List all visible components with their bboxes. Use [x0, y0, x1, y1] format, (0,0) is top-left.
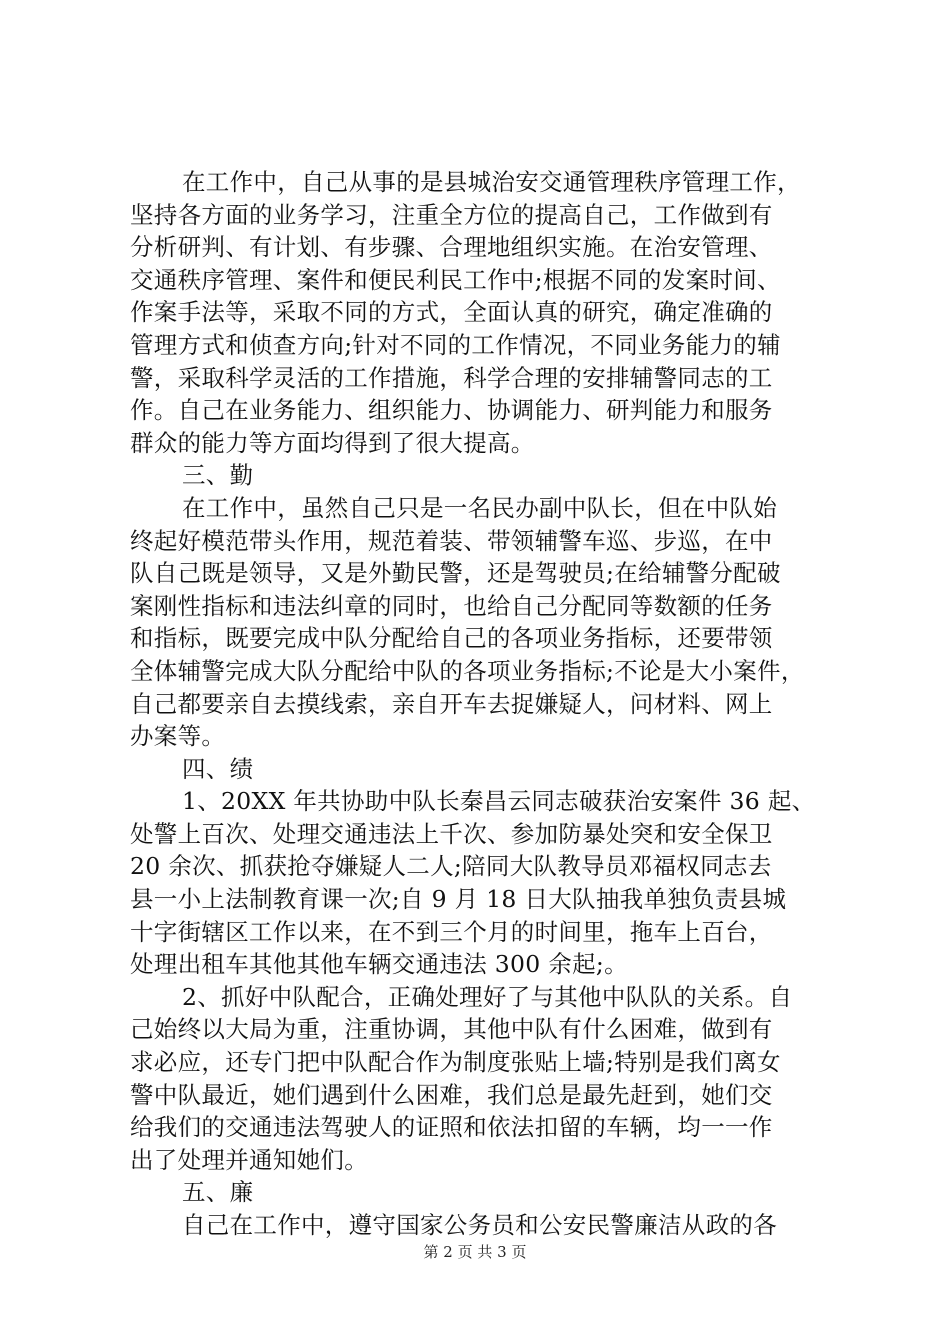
paragraph-line: 警，采取科学灵活的工作措施，科学合理的安排辅警同志的工 — [130, 363, 773, 392]
paragraph-line: 警中队最近，她们遇到什么困难，我们总是最先赶到，她们交 — [130, 1080, 773, 1109]
paragraph-line: 县一小上法制教育课一次;自 9 月 18 日大队抽我单独负责县城 — [130, 885, 787, 914]
paragraph-line: 群众的能力等方面均得到了很大提高。 — [130, 428, 535, 457]
paragraph-line: 处警上百次、处理交通违法上千次、参加防暴处突和安全保卫 — [130, 819, 773, 848]
paragraph-line: 在工作中，虽然自己只是一名民办副中队长，但在中队始 — [182, 493, 777, 522]
paragraph-line: 作案手法等，采取不同的方式，全面认真的研究，确定准确的 — [130, 298, 773, 327]
paragraph-line: 自己在工作中，遵守国家公务员和公安民警廉洁从政的各 — [182, 1211, 777, 1239]
paragraph-line: 和指标，既要完成中队分配给自己的各项业务指标，还要带领 — [130, 624, 773, 653]
paragraph-line: 出了处理并通知她们。 — [130, 1145, 368, 1174]
paragraph-line: 队自己既是领导，又是外勤民警，还是驾驶员;在给辅警分配破 — [130, 559, 781, 588]
paragraph-line: 终起好模范带头作用，规范着装、带领辅警车巡、步巡，在中 — [130, 526, 773, 555]
paragraph-line: 自己都要亲自去摸线索，亲自开车去捉嫌疑人，问材料、网上 — [130, 689, 773, 718]
paragraph-line: 办案等。 — [130, 722, 226, 751]
paragraph-line: 给我们的交通违法驾驶人的证照和依法扣留的车辆，均一一作 — [130, 1113, 773, 1142]
section-heading: 五、廉 — [182, 1178, 254, 1207]
paragraph-line: 处理出租车其他其他车辆交通违法 300 余起;。 — [130, 950, 628, 979]
paragraph-line: 己始终以大局为重，注重协调，其他中队有什么困难，做到有 — [130, 1015, 773, 1044]
paragraph-line: 20 余次、抓获抢夺嫌疑人二人;陪同大队教导员邓福权同志去 — [130, 852, 772, 881]
body-text — [130, 166, 834, 1242]
section-heading: 四、绩 — [182, 754, 254, 783]
page-footer: 第 2 页 共 3 页 — [423, 1243, 527, 1261]
paragraph-line: 1、20XX 年共协助中队长秦昌云同志破获治安案件 36 起、 — [182, 787, 816, 816]
paragraph-line: 作。自己在业务能力、组织能力、协调能力、研判能力和服务 — [130, 396, 773, 425]
paragraph-line: 坚持各方面的业务学习，注重全方位的提高自己，工作做到有 — [130, 200, 773, 229]
section-heading: 三、勤 — [182, 461, 254, 490]
paragraph-line: 2、抓好中队配合，正确处理好了与其他中队队的关系。自 — [182, 982, 793, 1011]
paragraph-line: 管理方式和侦查方向;针对不同的工作情况，不同业务能力的辅 — [130, 330, 781, 359]
paragraph-line: 求必应，还专门把中队配合作为制度张贴上墙;特别是我们离女 — [130, 1048, 781, 1077]
paragraph-line: 在工作中，自己从事的是县城治安交通管理秩序管理工作， — [182, 168, 801, 196]
paragraph-line: 交通秩序管理、案件和便民利民工作中;根据不同的发案时间、 — [130, 265, 781, 294]
paragraph-line: 案刚性指标和违法纠章的同时，也给自己分配同等数额的任务 — [130, 591, 773, 620]
paragraph-line: 分析研判、有计划、有步骤、合理地组织实施。在治安管理、 — [130, 233, 773, 262]
paragraph-line: 全体辅警完成大队分配给中队的各项业务指标;不论是大小案件， — [130, 656, 805, 685]
paragraph-line: 十字街辖区工作以来，在不到三个月的时间里，拖车上百台， — [130, 917, 773, 946]
